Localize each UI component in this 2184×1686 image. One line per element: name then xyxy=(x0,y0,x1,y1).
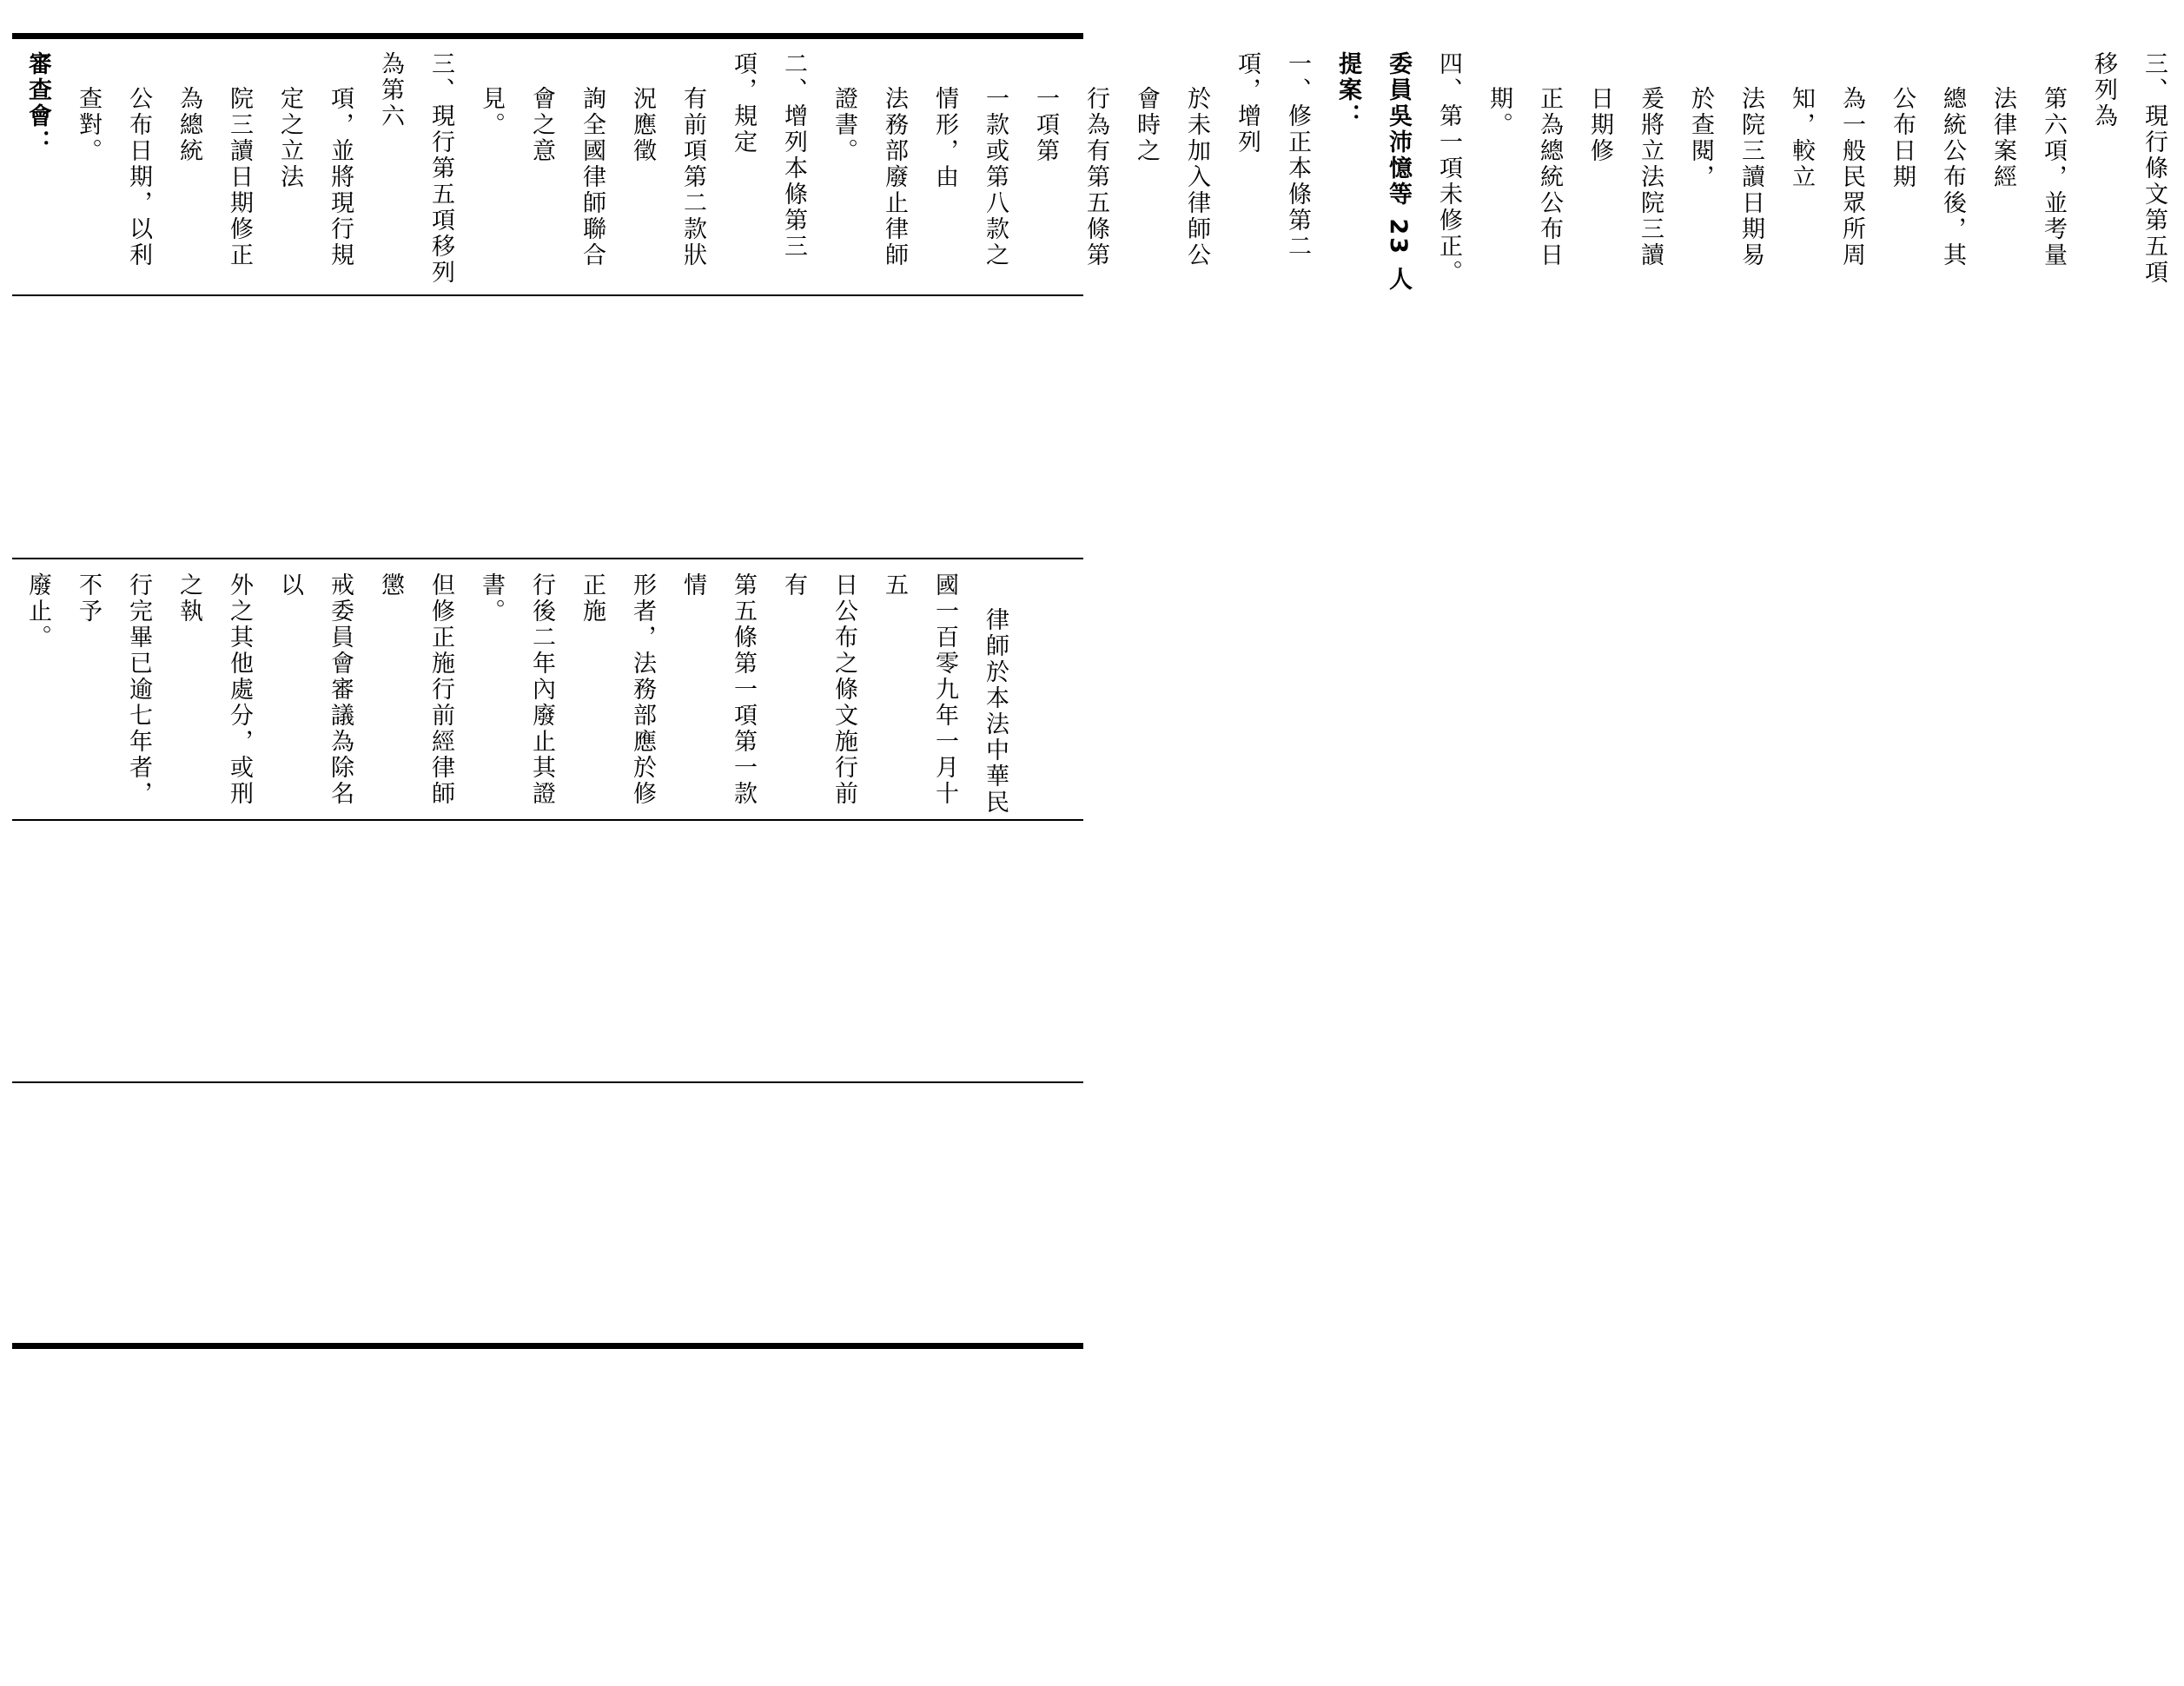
explanation-line: 爰將立法院三讀日期修 xyxy=(1586,86,1664,268)
explanation-line: 總統公布後，其公布日期 xyxy=(1889,86,1966,268)
empty-cell-3 xyxy=(12,1084,1071,1345)
explanation-line: 法院三讀日期易於查閱， xyxy=(1687,86,1764,268)
explanation-line: 於未加入律師公會時之 xyxy=(1133,86,1210,268)
explanation-line: 一、修正本條第二項，增列 xyxy=(1234,51,1311,260)
explanation-cell xyxy=(12,39,2167,294)
explanation-line: 審查會： xyxy=(24,51,51,155)
explanation-line: 三、現行第五項移列為第六 xyxy=(377,51,454,286)
explanation-line: 二、增列本條第三項，規定 xyxy=(730,51,807,260)
empty-cell-1 xyxy=(12,297,1071,558)
article-line: 律師於本法中華民 xyxy=(982,607,1009,816)
explanation-text xyxy=(12,39,2184,294)
empty-cell-2 xyxy=(12,822,1071,1081)
row-divider-2 xyxy=(12,558,1083,559)
article-text-cell xyxy=(12,560,1071,819)
explanation-line: 為一般民眾所周知，較立 xyxy=(1788,86,1865,268)
article-line: 廢止。 xyxy=(24,572,51,651)
explanation-line: 委員吳沛憶等 23 人提案： xyxy=(1334,51,1412,294)
top-border-rule xyxy=(12,33,1083,39)
explanation-line: 一款或第八款之情形，由 xyxy=(931,86,1009,268)
row-divider-1 xyxy=(12,294,1083,296)
explanation-line: 第六項，並考量法律案經 xyxy=(1989,86,2067,268)
article-line: 外之其他處分，或刑之執 xyxy=(175,572,253,807)
explanation-line: 行為有第五條第一項第 xyxy=(1032,86,1109,268)
explanation-line: 項，並將現行規定之立法 xyxy=(276,86,354,268)
article-line: 日公布之條文施行前有 xyxy=(780,572,857,807)
explanation-line: 院三讀日期修正為總統 xyxy=(175,86,253,268)
article-line: 第五條第一項第一款情 xyxy=(679,572,757,807)
explanation-line: 見。 xyxy=(478,86,505,138)
explanation-line: 公布日期，以利查對。 xyxy=(75,86,152,268)
explanation-line: 法務部廢止律師證書。 xyxy=(831,86,908,268)
explanation-line: 正為總統公布日期。 xyxy=(1486,86,1563,268)
article-text xyxy=(12,560,1025,819)
article-line: 但修正施行前經律師懲 xyxy=(377,572,454,807)
row-divider-3 xyxy=(12,819,1083,821)
article-line: 戒委員會審議為除名以 xyxy=(276,572,354,807)
article-line: 形者，法務部應於修正施 xyxy=(579,572,656,807)
article-line: 國一百零九年一月十五 xyxy=(881,572,958,807)
explanation-line: 詢全國律師聯合會之意 xyxy=(528,86,606,268)
explanation-line: 三、現行條文第五項移列為 xyxy=(2090,51,2167,286)
row-divider-4 xyxy=(12,1081,1083,1083)
article-line: 行完畢已逾七年者，不予 xyxy=(75,572,152,807)
explanation-line: 有前項第二款狀況應徵 xyxy=(629,86,706,268)
explanation-line: 四、第一項未修正。 xyxy=(1435,51,1462,286)
article-line: 行後二年內廢止其證書。 xyxy=(478,572,555,807)
bottom-border-rule xyxy=(12,1343,1083,1349)
